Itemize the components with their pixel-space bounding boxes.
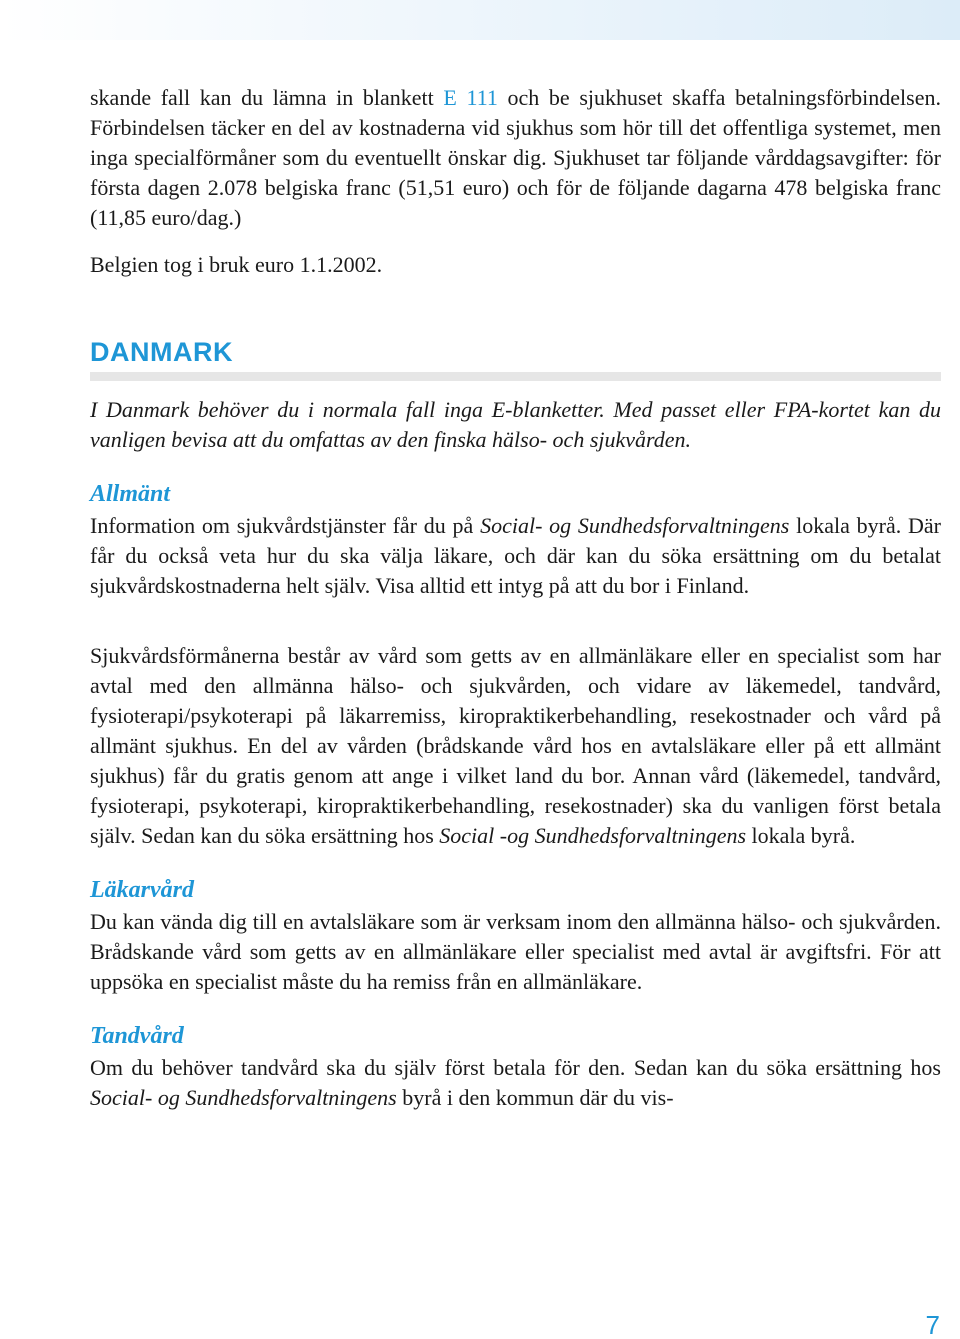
section-title: DANMARK	[90, 337, 233, 367]
top-gradient-band	[0, 0, 960, 40]
tandvard-paragraph	[90, 1053, 941, 1113]
intro-text-start: skande fall kan du lämna in blankett	[90, 85, 444, 110]
intro-paragraph	[90, 83, 941, 233]
section-lead: I Danmark behöver du i normala fall inga E-blanketter. Med passet eller FPA-kortet kan du vanligen bevisa att du omfattas av den finska hälso- och sjukvården.	[90, 397, 941, 452]
allmant-p2-end: lokala byrå.	[746, 823, 856, 848]
lakarvard-paragraph: Du kan vända dig till en avtalsläkare som är verksam inom den allmänna hälso- och sjukvården. Brådskande vård som getts av en allmänläkare eller specialist med avtal är avgiftsfri. För att uppsöka en specialist måste du ha remiss från en allmänläkare.	[90, 909, 941, 994]
agency-name: Social- og Sundhedsforvaltningens	[90, 1085, 397, 1110]
section-divider	[90, 372, 941, 381]
allmant-p1-start: Information om sjukvårdstjänster får du på	[90, 513, 481, 538]
agency-name: Social- og Sundhedsforvaltningens	[480, 513, 790, 538]
allmant-paragraph-2	[90, 641, 941, 851]
euro-note: Belgien tog i bruk euro 1.1.2002.	[90, 252, 383, 277]
tandvard-p-end: byrå i den kommun där du vis-	[396, 1085, 674, 1110]
agency-name: Social -og Sundhedsforvaltningens	[439, 823, 747, 848]
allmant-p1-end: lokala byrå. Där får du också veta hur du ska välja läkare, och där kan du söka ersättning om du betalat sjukvårdskostnaderna helt själv. Visa alltid ett intyg på att du bor i Finland.	[90, 513, 941, 598]
form-e111-reference: E 111	[443, 85, 498, 110]
subheading-allmant: Allmänt	[90, 481, 171, 507]
tandvard-p-start: Om du behöver tandvård ska du själv först betala för den. Sedan kan du söka ersättning hos	[90, 1055, 941, 1080]
page-content	[90, 83, 941, 1113]
page-number: 7	[925, 1310, 940, 1339]
allmant-paragraph-1	[90, 511, 941, 601]
subheading-lakarvard: Läkarvård	[90, 877, 194, 903]
intro-text-end: och be sjukhuset skaffa betalningsförbindelsen. Förbindelsen täcker en del av kostnaderna vid sjukhus som hör till det offentliga systemet, men inga specialförmåner som du eventuellt önskar dig. Sjukhuset tar följande vårddagsavgifter: för första dagen 2.078 belgiska franc (51,51 euro) och för de följande dagarna 478 belgiska franc (11,85 euro/dag.)	[90, 85, 941, 230]
subheading-tandvard: Tandvård	[90, 1023, 184, 1049]
allmant-p2-start: Sjukvårdsförmånerna består av vård som getts av en allmänläkare eller en specialist som har avtal med den allmänna hälso- och sjukvården, och vidare av läkemedel, tandvård, fysioterapi/psykoterapi på läkarremiss, kiropraktikerbehandling, resekostnader och vård på allmänt sjukhus. En del av vården (brådskande vård hos en avtalsläkare eller på ett allmänt sjukhus) får du gratis genom att ange i vilket land du bor. Annan vård (läkemedel, tandvård, fysioterapi, psykoterapi, kiropraktikerbehandling, resekostnader) ska du vanligen först betala själv. Sedan kan du söka ersättning hos	[90, 643, 941, 848]
